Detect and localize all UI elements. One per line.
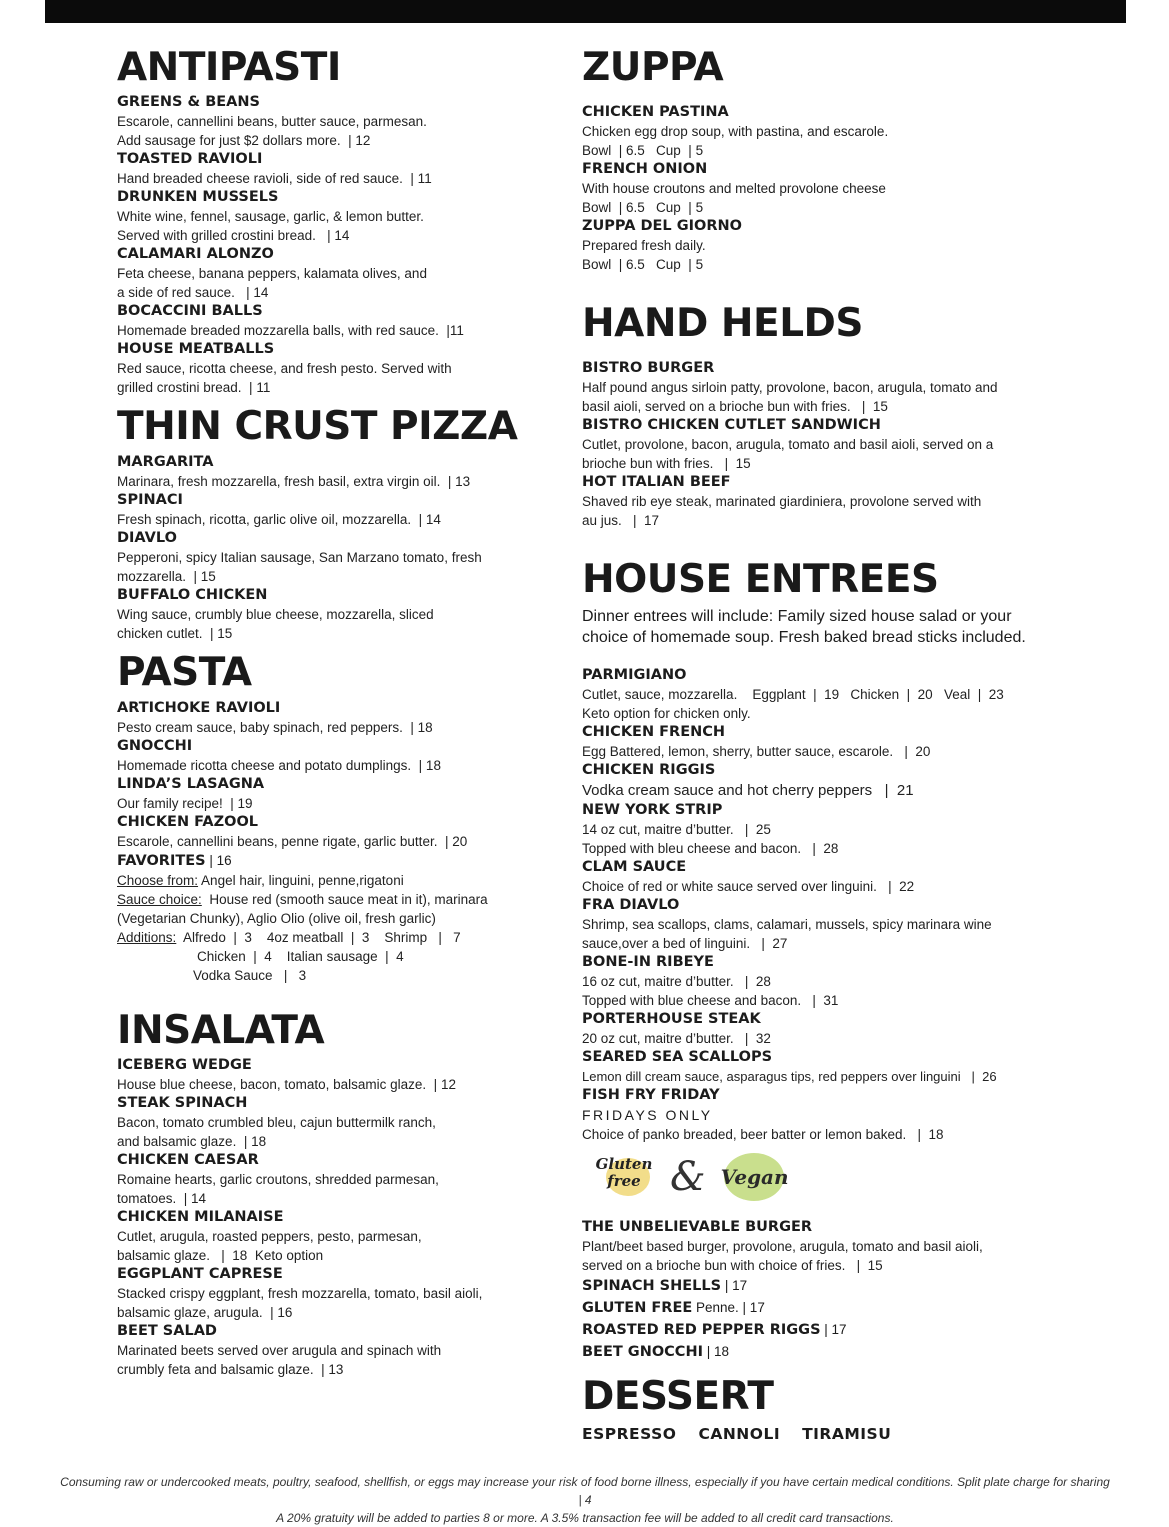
- item-desc: Stacked crispy eggplant, fresh mozzarella, tomato, basil aioli, balsamic glaze, arugula. | 16: [117, 1286, 483, 1320]
- item-name: FAVORITES: [117, 853, 206, 869]
- menu-item: [582, 1048, 1052, 1086]
- dessert-item: TIRAMISU: [802, 1425, 892, 1443]
- handhelds-list: [582, 359, 1052, 530]
- item-name: FRA DIAVLO: [582, 897, 680, 913]
- menu-item: [582, 1218, 1052, 1275]
- menu-item: [117, 586, 537, 643]
- item-name: EGGPLANT CAPRESE: [117, 1266, 283, 1282]
- item-price: Penne. | 17: [692, 1300, 765, 1315]
- menu-item: [117, 813, 537, 851]
- menu-item: [117, 1094, 537, 1151]
- item-desc: Shrimp, sea scallops, clams, calamari, mussels, spicy marinara wine sauce,over a bed of linguini. | 27: [582, 917, 992, 951]
- sauce-label: Sauce choice:: [117, 892, 202, 907]
- item-name: CHICKEN FRENCH: [582, 724, 726, 740]
- footer-line: A 20% gratuity will be added to parties 8 or more. A 3.5% transaction fee will be added to all credit card transactions.: [276, 1511, 894, 1525]
- pizza-list: [117, 453, 537, 643]
- item-name: NEW YORK STRIP: [582, 802, 723, 818]
- menu-item: [582, 359, 1052, 416]
- menu-item: [582, 761, 1052, 801]
- item-desc: Romaine hearts, garlic croutons, shredded parmesan, tomatoes. | 14: [117, 1172, 439, 1206]
- top-black-bar: [45, 0, 1126, 23]
- ampersand-glyph: &: [670, 1154, 706, 1200]
- item-name: BEET SALAD: [117, 1323, 217, 1339]
- item-name: PORTERHOUSE STEAK: [582, 1011, 761, 1027]
- menu-item: [117, 1208, 537, 1265]
- item-desc: Cutlet, provolone, bacon, arugula, tomato and basil aioli, served on a brioche bun with fries. | 15: [582, 437, 994, 471]
- menu-item: [582, 896, 1052, 953]
- menu-item: [582, 473, 1052, 530]
- gluten-free-badge-icon: [592, 1152, 656, 1202]
- pasta-list: [117, 699, 537, 985]
- additions-line: [117, 928, 537, 947]
- item-desc: Cutlet, arugula, roasted peppers, pesto, parmesan, balsamic glaze. | 18 Keto option: [117, 1229, 422, 1263]
- item-price: | 16: [205, 853, 232, 868]
- item-name: BISTRO BURGER: [582, 360, 715, 376]
- menu-item: [582, 801, 1052, 858]
- vegan-badge-text: Vegan: [720, 1165, 789, 1189]
- item-name: GREENS & BEANS: [117, 94, 260, 110]
- section-title-zuppa: ZUPPA: [582, 45, 724, 90]
- additions-text: Alfredo | 3 4oz meatball | 3 Shrimp | 7: [176, 930, 461, 945]
- menu-item: [582, 1275, 1052, 1297]
- item-name: DIAVLO: [117, 530, 177, 546]
- item-desc: Plant/beet based burger, provolone, arugula, tomato and basil aioli, served on a brioche bun with choice of fries. | 15: [582, 1239, 983, 1273]
- menu-item: [582, 666, 1052, 723]
- item-desc: 20 oz cut, maitre d’butter. | 32: [582, 1031, 771, 1046]
- item-name: SPINACI: [117, 492, 183, 508]
- left-column: [117, 44, 537, 1379]
- item-desc: Chicken egg drop soup, with pastina, and escarole. Bowl | 6.5 Cup | 5: [582, 124, 889, 158]
- item-name: HOT ITALIAN BEEF: [582, 474, 731, 490]
- menu-item: [117, 529, 537, 586]
- item-name: CALAMARI ALONZO: [117, 246, 274, 262]
- item-price: | 17: [820, 1322, 847, 1337]
- menu-item: [582, 723, 1052, 761]
- menu-item: [582, 1297, 1052, 1319]
- additions-line: Chicken | 4 Italian sausage | 4: [197, 949, 404, 964]
- item-name: SPINACH SHELLS: [582, 1278, 722, 1294]
- item-name: CHICKEN MILANAISE: [117, 1209, 284, 1225]
- fridays-only-label: FRIDAYS ONLY: [582, 1107, 713, 1123]
- item-desc: Escarole, cannellini beans, penne rigate, garlic butter. | 20: [117, 834, 468, 849]
- item-name: ROASTED RED PEPPER RIGGS: [582, 1322, 821, 1338]
- additions-line: Vodka Sauce | 3: [193, 968, 307, 983]
- dessert-list: [582, 1425, 1052, 1443]
- menu-item: [582, 953, 1052, 1010]
- item-desc: Choice of panko breaded, beer batter or lemon baked. | 18: [582, 1127, 944, 1142]
- favorites-item: [117, 851, 537, 985]
- menu-item: [117, 1322, 537, 1379]
- item-name: CHICKEN CAESAR: [117, 1152, 259, 1168]
- item-desc: Egg Battered, lemon, sherry, butter sauce, escarole. | 20: [582, 744, 931, 759]
- item-desc: Marinara, fresh mozzarella, fresh basil, extra virgin oil. | 13: [117, 474, 471, 489]
- item-name: TOASTED RAVIOLI: [117, 151, 263, 167]
- item-name: PARMIGIANO: [582, 667, 687, 683]
- antipasti-list: [117, 93, 537, 397]
- item-name: BOCACCINI BALLS: [117, 303, 263, 319]
- menu-item: [117, 737, 537, 775]
- item-desc: Homemade breaded mozzarella balls, with red sauce. |11: [117, 323, 464, 338]
- menu-item: [117, 699, 537, 737]
- item-desc: Hand breaded cheese ravioli, side of red sauce. | 11: [117, 171, 432, 186]
- diet-badges: [592, 1146, 1052, 1208]
- item-desc: Homemade ricotta cheese and potato dumplings. | 18: [117, 758, 441, 773]
- menu-item: [117, 491, 537, 529]
- item-desc: Wing sauce, crumbly blue cheese, mozzarella, sliced chicken cutlet. | 15: [117, 607, 434, 641]
- item-name: ICEBERG WEDGE: [117, 1057, 252, 1073]
- footer-disclaimer: [60, 1473, 1110, 1527]
- menu-item: [582, 103, 1052, 160]
- entrees-intro: Dinner entrees will include: Family sized house salad or your choice of homemade soup. Fresh baked bread sticks included.: [582, 608, 1026, 646]
- item-desc: Choice of red or white sauce served over linguini. | 22: [582, 879, 915, 894]
- choose-line: [117, 871, 537, 890]
- menu-item: [582, 1010, 1052, 1048]
- insalata-list: [117, 1056, 537, 1379]
- item-desc: House blue cheese, bacon, tomato, balsamic glaze. | 12: [117, 1077, 456, 1092]
- item-name: GNOCCHI: [117, 738, 193, 754]
- menu-item: [117, 150, 537, 188]
- item-name: BEET GNOCCHI: [582, 1344, 703, 1360]
- item-name: CHICKEN RIGGIS: [582, 762, 716, 778]
- entrees-list: [582, 666, 1052, 1144]
- menu-item: [117, 245, 537, 302]
- menu-item: [117, 340, 537, 397]
- vegan-badge-icon: [720, 1151, 789, 1203]
- menu-item: [117, 93, 537, 150]
- item-name: STEAK SPINACH: [117, 1095, 248, 1111]
- section-title-pasta: PASTA: [117, 650, 252, 695]
- item-desc: Fresh spinach, ricotta, garlic olive oil, mozzarella. | 14: [117, 512, 441, 527]
- zuppa-list: [582, 103, 1052, 274]
- item-desc: Escarole, cannellini beans, butter sauce, parmesan. Add sausage for just $2 dollars more. | 12: [117, 114, 427, 148]
- item-desc: Half pound angus sirloin patty, provolone, bacon, arugula, tomato and basil aioli, served on a brioche bun with fries. | 15: [582, 380, 998, 414]
- item-desc: Feta cheese, banana peppers, kalamata olives, and a side of red sauce. | 14: [117, 266, 427, 300]
- menu-item: [582, 1341, 1052, 1363]
- item-name: LINDA’S LASAGNA: [117, 776, 265, 792]
- section-title-insalata: INSALATA: [117, 1008, 325, 1053]
- choose-label: Choose from:: [117, 873, 199, 888]
- favorites-line: [117, 851, 537, 871]
- footer-line: Consuming raw or undercooked meats, poultry, seafood, shellfish, or eggs may increase your risk of food borne illness, especially if you have certain medical conditions. Split plate charge for sharing | 4: [60, 1475, 1110, 1507]
- item-desc: White wine, fennel, sausage, garlic, & lemon butter. Served with grilled crostini bread. | 14: [117, 209, 424, 243]
- section-title-antipasti: ANTIPASTI: [117, 45, 341, 90]
- item-desc: Pepperoni, spicy Italian sausage, San Marzano tomato, fresh mozzarella. | 15: [117, 550, 482, 584]
- menu-item: [582, 160, 1052, 217]
- special-list: [582, 1218, 1052, 1363]
- dessert-item: ESPRESSO: [582, 1425, 677, 1443]
- item-desc: 16 oz cut, maitre d’butter. | 28 Topped with blue cheese and bacon. | 31: [582, 974, 839, 1008]
- menu-item: [582, 1319, 1052, 1341]
- item-name: FRENCH ONION: [582, 161, 708, 177]
- item-name: THE UNBELIEVABLE BURGER: [582, 1219, 813, 1235]
- section-title-entrees: HOUSE ENTREES: [582, 557, 939, 602]
- item-desc: Vodka cream sauce and hot cherry peppers | 21: [582, 782, 914, 799]
- item-desc: 14 oz cut, maitre d’butter. | 25 Topped with bleu cheese and bacon. | 28: [582, 822, 839, 856]
- menu-item: [117, 1265, 537, 1322]
- item-name: DRUNKEN MUSSELS: [117, 189, 279, 205]
- menu-item: [117, 188, 537, 245]
- item-price: | 17: [721, 1278, 748, 1293]
- menu-item: [117, 1056, 537, 1094]
- menu-item: [117, 302, 537, 340]
- item-desc: Bacon, tomato crumbled bleu, cajun buttermilk ranch, and balsamic glaze. | 18: [117, 1115, 436, 1149]
- menu-item: [582, 416, 1052, 473]
- sauce-line: [117, 890, 537, 928]
- menu-item: [117, 775, 537, 813]
- item-desc: Red sauce, ricotta cheese, and fresh pesto. Served with grilled crostini bread. | 11: [117, 361, 452, 395]
- gluten-free-badge-text: Gluten free: [595, 1155, 653, 1190]
- menu-item: [117, 453, 537, 491]
- item-desc: Prepared fresh daily. Bowl | 6.5 Cup | 5: [582, 238, 706, 272]
- menu-item: [582, 858, 1052, 896]
- choose-text: Angel hair, linguini, penne,rigatoni: [198, 873, 404, 888]
- item-name: CHICKEN PASTINA: [582, 104, 729, 120]
- section-title-pizza: THIN CRUST PIZZA: [117, 404, 518, 449]
- item-name: CLAM SAUCE: [582, 859, 687, 875]
- item-desc: Marinated beets served over arugula and spinach with crumbly feta and balsamic glaze. | 13: [117, 1343, 442, 1377]
- item-desc: Lemon dill cream sauce, asparagus tips, red peppers over linguini | 26: [582, 1069, 997, 1084]
- item-desc: Cutlet, sauce, mozzarella. Eggplant | 19 Chicken | 20 Veal | 23 Keto option for chicken only.: [582, 687, 1004, 721]
- fish-fry-item: [582, 1086, 1052, 1144]
- item-desc: Pesto cream sauce, baby spinach, red peppers. | 18: [117, 720, 433, 735]
- item-desc: With house croutons and melted provolone cheese Bowl | 6.5 Cup | 5: [582, 181, 886, 215]
- sauce-text: House red (smooth sauce meat in it), marinara (Vegetarian Chunky), Aglio Olio (olive oil, fresh garlic): [117, 892, 492, 926]
- item-name: FISH FRY FRIDAY: [582, 1087, 720, 1103]
- item-name: BONE-IN RIBEYE: [582, 954, 714, 970]
- dessert-item: CANNOLI: [698, 1425, 781, 1443]
- menu-item: [117, 1151, 537, 1208]
- menu-item: [582, 217, 1052, 274]
- item-name: ZUPPA DEL GIORNO: [582, 218, 742, 234]
- item-name: SEARED SEA SCALLOPS: [582, 1049, 773, 1065]
- item-name: BUFFALO CHICKEN: [117, 587, 268, 603]
- section-title-handhelds: HAND HELDS: [582, 301, 864, 346]
- section-title-dessert: DESSERT: [582, 1374, 774, 1419]
- item-name: ARTICHOKE RAVIOLI: [117, 700, 281, 716]
- item-name: BISTRO CHICKEN CUTLET SANDWICH: [582, 417, 881, 433]
- item-desc: Shaved rib eye steak, marinated giardiniera, provolone served with au jus. | 17: [582, 494, 982, 528]
- item-name: MARGARITA: [117, 454, 214, 470]
- additions-label: Additions:: [117, 930, 177, 945]
- item-desc: Our family recipe! | 19: [117, 796, 253, 811]
- right-column: [582, 44, 1052, 1443]
- item-price: | 18: [702, 1344, 730, 1359]
- item-name: CHICKEN FAZOOL: [117, 814, 259, 830]
- item-name: HOUSE MEATBALLS: [117, 341, 275, 357]
- item-name: GLUTEN FREE: [582, 1300, 693, 1316]
